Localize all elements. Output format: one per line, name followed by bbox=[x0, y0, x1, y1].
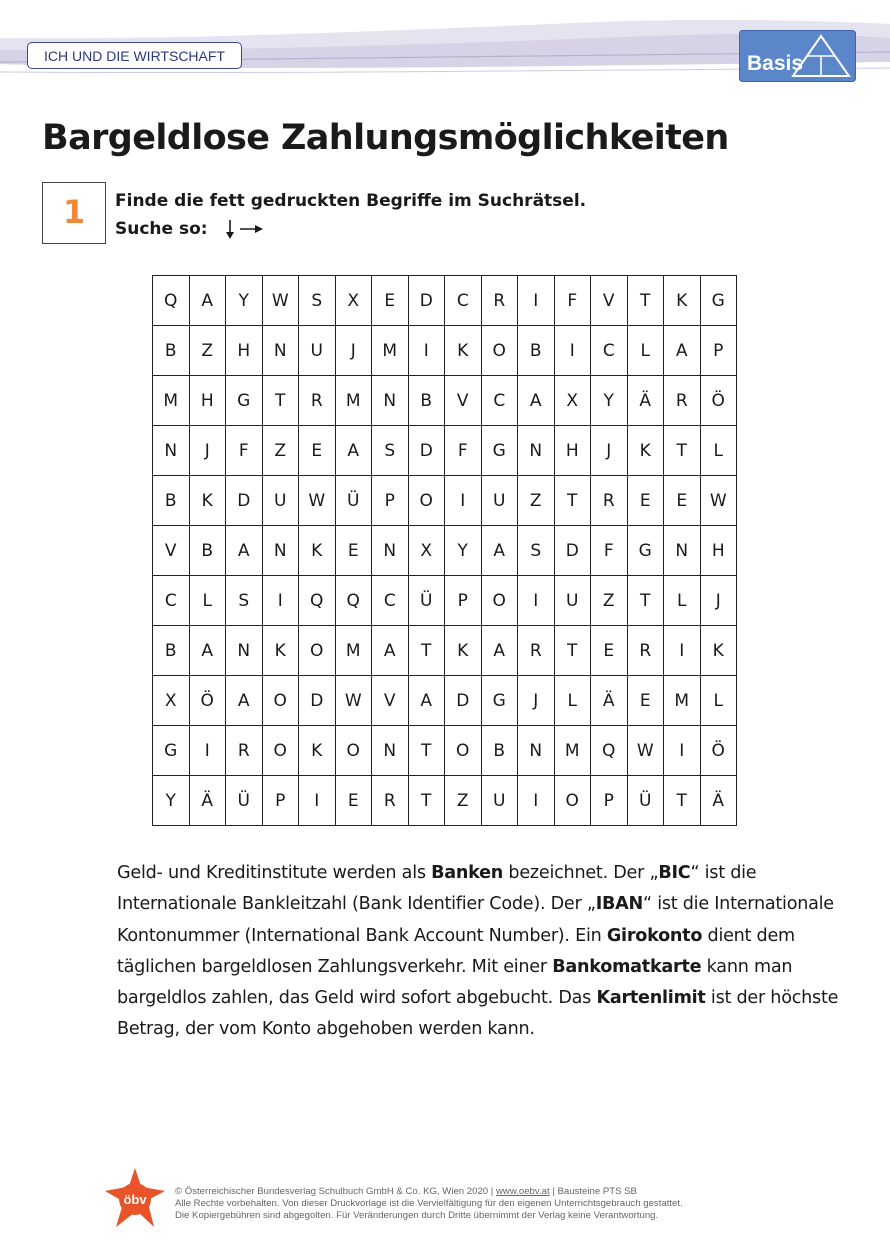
grid-cell: L bbox=[189, 576, 226, 626]
instruction-search-label: Suche so: bbox=[115, 219, 208, 239]
grid-cell: Z bbox=[445, 776, 482, 826]
grid-row bbox=[153, 476, 737, 526]
grid-cell: A bbox=[518, 376, 555, 426]
grid-cell: J bbox=[335, 326, 372, 376]
grid-cell: Ü bbox=[627, 776, 664, 826]
grid-cell: X bbox=[554, 376, 591, 426]
grid-cell: A bbox=[226, 676, 263, 726]
grid-cell: L bbox=[627, 326, 664, 376]
grid-cell: S bbox=[299, 276, 336, 326]
grid-cell: B bbox=[153, 326, 190, 376]
grid-row bbox=[153, 276, 737, 326]
page-title: Bargeldlose Zahlungsmöglichkeiten bbox=[42, 118, 729, 158]
grid-cell: S bbox=[372, 426, 409, 476]
grid-cell: Z bbox=[189, 326, 226, 376]
grid-cell: Z bbox=[262, 426, 299, 476]
grid-cell: F bbox=[554, 276, 591, 326]
grid-cell: B bbox=[481, 726, 518, 776]
grid-cell: U bbox=[262, 476, 299, 526]
term-bankomatkarte: Bankomatkarte bbox=[552, 956, 702, 977]
grid-cell: B bbox=[408, 376, 445, 426]
grid-cell: N bbox=[372, 526, 409, 576]
grid-cell: A bbox=[226, 526, 263, 576]
term-kartenlimit: Kartenlimit bbox=[596, 988, 706, 1009]
task-number: 1 bbox=[42, 182, 106, 244]
grid-cell: T bbox=[262, 376, 299, 426]
grid-cell: N bbox=[518, 726, 555, 776]
grid-cell: D bbox=[299, 676, 336, 726]
footer-line-2: Alle Rechte vorbehalten. Von dieser Druckvorlage ist die Vervielfältigung für den eigenen Unterrichtsgebrauch gestattet. bbox=[175, 1198, 683, 1209]
grid-cell: Ä bbox=[627, 376, 664, 426]
grid-cell: Q bbox=[153, 276, 190, 326]
grid-cell: A bbox=[481, 626, 518, 676]
grid-cell: H bbox=[189, 376, 226, 426]
grid-cell: I bbox=[664, 726, 701, 776]
grid-cell: M bbox=[153, 376, 190, 426]
grid-cell: S bbox=[518, 526, 555, 576]
grid-cell: T bbox=[408, 776, 445, 826]
grid-cell: N bbox=[262, 526, 299, 576]
grid-cell: I bbox=[445, 476, 482, 526]
grid-cell: Q bbox=[335, 576, 372, 626]
grid-cell: N bbox=[372, 726, 409, 776]
grid-cell: R bbox=[627, 626, 664, 676]
grid-cell: P bbox=[372, 476, 409, 526]
text-segment: “ ist die Internationale Kontonummer (International Bank Account Number). Ein bbox=[117, 894, 834, 946]
grid-cell: C bbox=[372, 576, 409, 626]
grid-cell: E bbox=[627, 676, 664, 726]
grid-cell: F bbox=[226, 426, 263, 476]
word-search-grid bbox=[152, 275, 737, 826]
grid-cell: U bbox=[299, 326, 336, 376]
grid-cell: K bbox=[664, 276, 701, 326]
grid-cell: T bbox=[664, 426, 701, 476]
task-instruction bbox=[115, 187, 586, 243]
grid-cell: N bbox=[372, 376, 409, 426]
grid-cell: K bbox=[299, 726, 336, 776]
grid-cell: O bbox=[445, 726, 482, 776]
grid-cell: Q bbox=[299, 576, 336, 626]
grid-cell: J bbox=[189, 426, 226, 476]
grid-cell: Ö bbox=[700, 726, 737, 776]
text-segment: Geld- und Kreditinstitute werden als bbox=[117, 863, 432, 883]
grid-cell: N bbox=[518, 426, 555, 476]
grid-cell: R bbox=[481, 276, 518, 326]
grid-cell: Y bbox=[445, 526, 482, 576]
grid-cell: T bbox=[554, 476, 591, 526]
grid-cell: R bbox=[226, 726, 263, 776]
grid-cell: E bbox=[591, 626, 628, 676]
arrow-down-icon bbox=[226, 220, 234, 239]
grid-cell: Ü bbox=[408, 576, 445, 626]
grid-cell: D bbox=[445, 676, 482, 726]
term-girokonto: Girokonto bbox=[606, 925, 703, 946]
grid-cell: E bbox=[372, 276, 409, 326]
grid-cell: O bbox=[408, 476, 445, 526]
grid-cell: D bbox=[554, 526, 591, 576]
grid-cell: Z bbox=[518, 476, 555, 526]
grid-cell: V bbox=[153, 526, 190, 576]
grid-cell: R bbox=[299, 376, 336, 426]
grid-cell: L bbox=[664, 576, 701, 626]
grid-cell: R bbox=[591, 476, 628, 526]
grid-cell: J bbox=[700, 576, 737, 626]
grid-cell: G bbox=[226, 376, 263, 426]
grid-cell: M bbox=[335, 376, 372, 426]
grid-cell: O bbox=[262, 726, 299, 776]
grid-cell: U bbox=[554, 576, 591, 626]
section-tag: ICH UND DIE WIRTSCHAFT bbox=[27, 42, 242, 69]
grid-cell: K bbox=[445, 626, 482, 676]
grid-cell: J bbox=[518, 676, 555, 726]
grid-cell: A bbox=[664, 326, 701, 376]
grid-row bbox=[153, 576, 737, 626]
grid-cell: R bbox=[372, 776, 409, 826]
grid-cell: O bbox=[299, 626, 336, 676]
grid-cell: I bbox=[189, 726, 226, 776]
grid-cell: G bbox=[627, 526, 664, 576]
grid-cell: N bbox=[262, 326, 299, 376]
grid-cell: U bbox=[481, 776, 518, 826]
grid-cell: G bbox=[481, 676, 518, 726]
grid-cell: Y bbox=[153, 776, 190, 826]
grid-cell: E bbox=[335, 776, 372, 826]
grid-cell: X bbox=[153, 676, 190, 726]
footer-text-segment: © Österreichischer Bundesverlag Schulbuch GmbH & Co. KG, Wien 2020 | bbox=[175, 1186, 496, 1197]
grid-cell: A bbox=[481, 526, 518, 576]
grid-cell: B bbox=[153, 626, 190, 676]
grid-cell: O bbox=[262, 676, 299, 726]
term-iban: IBAN bbox=[595, 894, 644, 915]
grid-row bbox=[153, 426, 737, 476]
grid-cell: H bbox=[700, 526, 737, 576]
grid-cell: V bbox=[445, 376, 482, 426]
grid-cell: O bbox=[554, 776, 591, 826]
publisher-link[interactable]: www.oebv.at bbox=[495, 1186, 550, 1197]
grid-row bbox=[153, 376, 737, 426]
grid-cell: P bbox=[591, 776, 628, 826]
grid-cell: Ö bbox=[189, 676, 226, 726]
grid-cell: Ü bbox=[226, 776, 263, 826]
grid-cell: E bbox=[627, 476, 664, 526]
grid-cell: D bbox=[226, 476, 263, 526]
footer-line-1 bbox=[175, 1186, 683, 1198]
grid-row bbox=[153, 726, 737, 776]
grid-cell: T bbox=[627, 276, 664, 326]
grid-cell: M bbox=[335, 626, 372, 676]
grid-cell: T bbox=[408, 726, 445, 776]
grid-cell: P bbox=[262, 776, 299, 826]
grid-cell: W bbox=[335, 676, 372, 726]
grid-row bbox=[153, 776, 737, 826]
grid-cell: T bbox=[408, 626, 445, 676]
grid-cell: R bbox=[518, 626, 555, 676]
instruction-line-1: Finde die fett gedruckten Begriffe im Suchrätsel. bbox=[115, 191, 587, 211]
grid-cell: W bbox=[299, 476, 336, 526]
grid-row bbox=[153, 326, 737, 376]
grid-cell: Ä bbox=[700, 776, 737, 826]
arrow-right-icon bbox=[240, 225, 263, 233]
grid-cell: S bbox=[226, 576, 263, 626]
grid-cell: Z bbox=[591, 576, 628, 626]
grid-cell: P bbox=[445, 576, 482, 626]
grid-row bbox=[153, 626, 737, 676]
grid-cell: U bbox=[481, 476, 518, 526]
grid-cell: I bbox=[554, 326, 591, 376]
grid-cell: N bbox=[664, 526, 701, 576]
grid-cell: W bbox=[627, 726, 664, 776]
grid-cell: T bbox=[664, 776, 701, 826]
grid-cell: K bbox=[299, 526, 336, 576]
footer-line-3: Die Kopiergebühren sind abgegolten. Für Veränderungen durch Dritte übernimmt der Verlag keine Verantwortung. bbox=[175, 1210, 659, 1221]
info-paragraph bbox=[117, 858, 847, 1046]
grid-cell: D bbox=[408, 426, 445, 476]
grid-cell: A bbox=[335, 426, 372, 476]
grid-cell: A bbox=[408, 676, 445, 726]
grid-cell: C bbox=[481, 376, 518, 426]
grid-row bbox=[153, 676, 737, 726]
grid-cell: K bbox=[627, 426, 664, 476]
grid-cell: A bbox=[189, 276, 226, 326]
grid-cell: G bbox=[700, 276, 737, 326]
grid-cell: W bbox=[700, 476, 737, 526]
text-segment: ist der höchste Betrag, der vom Konto abgehoben werden kann. bbox=[117, 988, 839, 1040]
grid-cell: B bbox=[518, 326, 555, 376]
grid-cell: C bbox=[445, 276, 482, 326]
grid-cell: L bbox=[700, 676, 737, 726]
grid-cell: B bbox=[189, 526, 226, 576]
grid-cell: X bbox=[335, 276, 372, 326]
grid-cell: T bbox=[627, 576, 664, 626]
grid-cell: I bbox=[518, 576, 555, 626]
grid-cell: I bbox=[518, 776, 555, 826]
grid-cell: F bbox=[591, 526, 628, 576]
grid-cell: R bbox=[664, 376, 701, 426]
grid-cell: O bbox=[335, 726, 372, 776]
grid-cell: G bbox=[481, 426, 518, 476]
grid-cell: M bbox=[664, 676, 701, 726]
grid-cell: K bbox=[189, 476, 226, 526]
grid-cell: P bbox=[700, 326, 737, 376]
grid-cell: W bbox=[262, 276, 299, 326]
grid-cell: Q bbox=[591, 726, 628, 776]
grid-cell: G bbox=[153, 726, 190, 776]
text-segment: dient dem täglichen bargeldlosen Zahlungsverkehr. Mit einer bbox=[117, 925, 795, 977]
term-bic: BIC bbox=[658, 863, 691, 883]
basis-label: Basis bbox=[747, 52, 804, 75]
grid-cell: K bbox=[262, 626, 299, 676]
footer-text-segment: | Bausteine PTS SB bbox=[549, 1186, 637, 1197]
grid-cell: Y bbox=[226, 276, 263, 326]
grid-cell: Y bbox=[591, 376, 628, 426]
grid-cell: I bbox=[408, 326, 445, 376]
grid-cell: K bbox=[445, 326, 482, 376]
grid-cell: Ö bbox=[700, 376, 737, 426]
grid-row bbox=[153, 526, 737, 576]
grid-cell: F bbox=[445, 426, 482, 476]
logo-text: öbv bbox=[123, 1192, 147, 1207]
grid-cell: T bbox=[554, 626, 591, 676]
grid-cell: C bbox=[153, 576, 190, 626]
grid-cell: I bbox=[299, 776, 336, 826]
grid-cell: O bbox=[481, 576, 518, 626]
grid-cell: Ä bbox=[591, 676, 628, 726]
grid-cell: I bbox=[664, 626, 701, 676]
grid-cell: I bbox=[262, 576, 299, 626]
grid-cell: H bbox=[554, 426, 591, 476]
grid-cell: K bbox=[700, 626, 737, 676]
grid-cell: B bbox=[153, 476, 190, 526]
grid-cell: J bbox=[591, 426, 628, 476]
grid-cell: V bbox=[591, 276, 628, 326]
grid-cell: A bbox=[372, 626, 409, 676]
grid-cell: E bbox=[335, 526, 372, 576]
grid-cell: V bbox=[372, 676, 409, 726]
text-segment: kann man bargeldlos zahlen, das Geld wird sofort abgebucht. Das bbox=[117, 956, 793, 1009]
text-segment: bezeichnet. Der „ bbox=[503, 863, 659, 883]
grid-cell: L bbox=[700, 426, 737, 476]
grid-cell: E bbox=[299, 426, 336, 476]
direction-arrows-icon bbox=[224, 218, 264, 240]
grid-cell: N bbox=[153, 426, 190, 476]
grid-cell: H bbox=[226, 326, 263, 376]
grid-cell: Ü bbox=[335, 476, 372, 526]
oebv-logo bbox=[104, 1167, 166, 1229]
grid-cell: X bbox=[408, 526, 445, 576]
grid-cell: E bbox=[664, 476, 701, 526]
text-segment: “ ist die Internationale Bankleitzahl (Bank Identifier Code). Der „ bbox=[117, 863, 757, 915]
grid-cell: D bbox=[408, 276, 445, 326]
instruction-line-2 bbox=[115, 215, 586, 243]
grid-cell: M bbox=[554, 726, 591, 776]
grid-cell: O bbox=[481, 326, 518, 376]
grid-cell: N bbox=[226, 626, 263, 676]
grid-cell: Ä bbox=[189, 776, 226, 826]
grid-cell: A bbox=[189, 626, 226, 676]
footer-copyright bbox=[175, 1186, 683, 1222]
term-banken: Banken bbox=[431, 863, 504, 883]
grid-cell: I bbox=[518, 276, 555, 326]
grid-cell: M bbox=[372, 326, 409, 376]
grid-cell: L bbox=[554, 676, 591, 726]
grid-cell: C bbox=[591, 326, 628, 376]
